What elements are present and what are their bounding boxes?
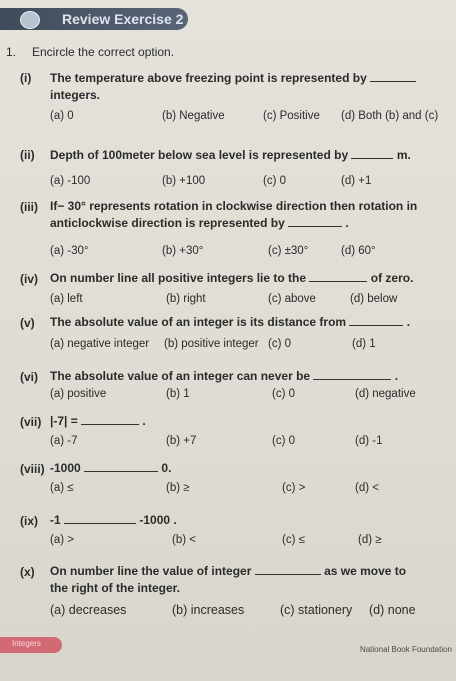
option-b[interactable]: (b) 1 [166, 388, 190, 400]
answer-blank[interactable] [351, 158, 393, 159]
question-stem: -1 -1000 . [50, 513, 177, 527]
option-d[interactable]: (d) Both (b) and (c) [341, 110, 439, 122]
option-d[interactable]: (d) < [355, 482, 379, 494]
option-d[interactable]: (d) -1 [355, 435, 383, 447]
question-stem: |-7| = . [50, 414, 146, 428]
question-number: (vii) [20, 415, 42, 429]
option-d[interactable]: (d) negative [355, 388, 416, 400]
option-a[interactable]: (a) decreases [50, 603, 127, 617]
option-c[interactable]: (c) 0 [272, 388, 295, 400]
option-d[interactable]: (d) none [369, 603, 416, 617]
answer-blank[interactable] [349, 325, 403, 326]
option-b[interactable]: (b) ≥ [166, 482, 190, 494]
chapter-footer-tab [0, 637, 62, 653]
section-header [0, 8, 188, 30]
option-c[interactable]: (c) ≤ [282, 534, 305, 546]
option-b[interactable]: (b) +30° [162, 245, 204, 257]
question-stem: -1000 0. [50, 461, 172, 475]
option-c[interactable]: (c) 0 [263, 175, 286, 187]
option-c[interactable]: (c) 0 [272, 435, 295, 447]
option-d[interactable]: (d) 60° [341, 245, 376, 257]
option-d[interactable]: (d) 1 [352, 338, 376, 350]
answer-blank[interactable] [309, 281, 367, 282]
question-number: (i) [20, 71, 32, 85]
question-stem: The temperature above freezing point is represented by integers. [50, 70, 442, 104]
page-title: Review Exercise 2 [62, 11, 184, 27]
question-number: (iii) [20, 200, 38, 214]
option-a[interactable]: (a) 0 [50, 110, 74, 122]
question-number: (ii) [20, 148, 35, 162]
answer-blank[interactable] [288, 226, 342, 227]
answer-blank[interactable] [370, 81, 416, 82]
option-d[interactable]: (d) +1 [341, 175, 372, 187]
question-stem: Depth of 100meter below sea level is represented by m. [50, 148, 411, 162]
question-stem: On number line the value of integer as we move to the right of the integer. [50, 564, 407, 595]
question-stem: On number line all positive integers lie to the of zero. [50, 271, 414, 285]
question-number: (v) [20, 316, 35, 330]
option-a[interactable]: (a) -7 [50, 435, 78, 447]
option-c[interactable]: (c) Positive [263, 110, 320, 122]
option-a[interactable]: (a) -100 [50, 175, 91, 187]
option-a[interactable]: (a) negative integer [50, 338, 150, 350]
answer-blank[interactable] [313, 379, 391, 380]
option-b[interactable]: (b) increases [172, 603, 245, 617]
option-b[interactable]: (b) Negative [162, 110, 225, 122]
question-stem: If− 30° represents rotation in clockwise direction then rotation in anticlockwise direction is represented by . [50, 199, 418, 230]
question-stem: The absolute value of an integer can never be . [50, 369, 399, 383]
chapter-badge-icon [20, 11, 40, 29]
option-d[interactable]: (d) below [350, 293, 398, 305]
option-d[interactable]: (d) ≥ [358, 534, 382, 546]
option-b[interactable]: (b) +100 [162, 175, 206, 187]
option-c[interactable]: (c) stationery [280, 603, 353, 617]
option-b[interactable]: (b) right [166, 293, 206, 305]
question-number: (vi) [20, 370, 38, 384]
answer-blank[interactable] [81, 424, 139, 425]
option-a[interactable]: (a) ≤ [50, 482, 74, 494]
answer-blank[interactable] [255, 574, 321, 575]
answer-blank[interactable] [84, 471, 158, 472]
exercise-instruction: Encircle the correct option. [32, 45, 175, 59]
option-c[interactable]: (c) > [282, 482, 306, 494]
option-a[interactable]: (a) positive [50, 388, 107, 400]
option-c[interactable]: (c) ±30° [268, 245, 309, 257]
option-b[interactable]: (b) +7 [166, 435, 197, 447]
footer-chapter-label: Integers [12, 639, 41, 648]
option-b[interactable]: (b) positive integer [164, 338, 259, 350]
question-stem: The absolute value of an integer is its distance from . [50, 315, 411, 329]
answer-blank[interactable] [64, 523, 136, 524]
option-a[interactable]: (a) -30° [50, 245, 89, 257]
exercise-number: 1. [6, 45, 17, 59]
option-a[interactable]: (a) > [50, 534, 74, 546]
option-b[interactable]: (b) < [172, 534, 196, 546]
question-number: (x) [20, 565, 35, 579]
question-number: (viii) [20, 462, 45, 476]
question-number: (iv) [20, 272, 38, 286]
option-a[interactable]: (a) left [50, 293, 83, 305]
publisher-label: National Book Foundation [359, 645, 452, 654]
option-c[interactable]: (c) above [268, 293, 316, 305]
option-c[interactable]: (c) 0 [268, 338, 291, 350]
question-number: (ix) [20, 514, 38, 528]
